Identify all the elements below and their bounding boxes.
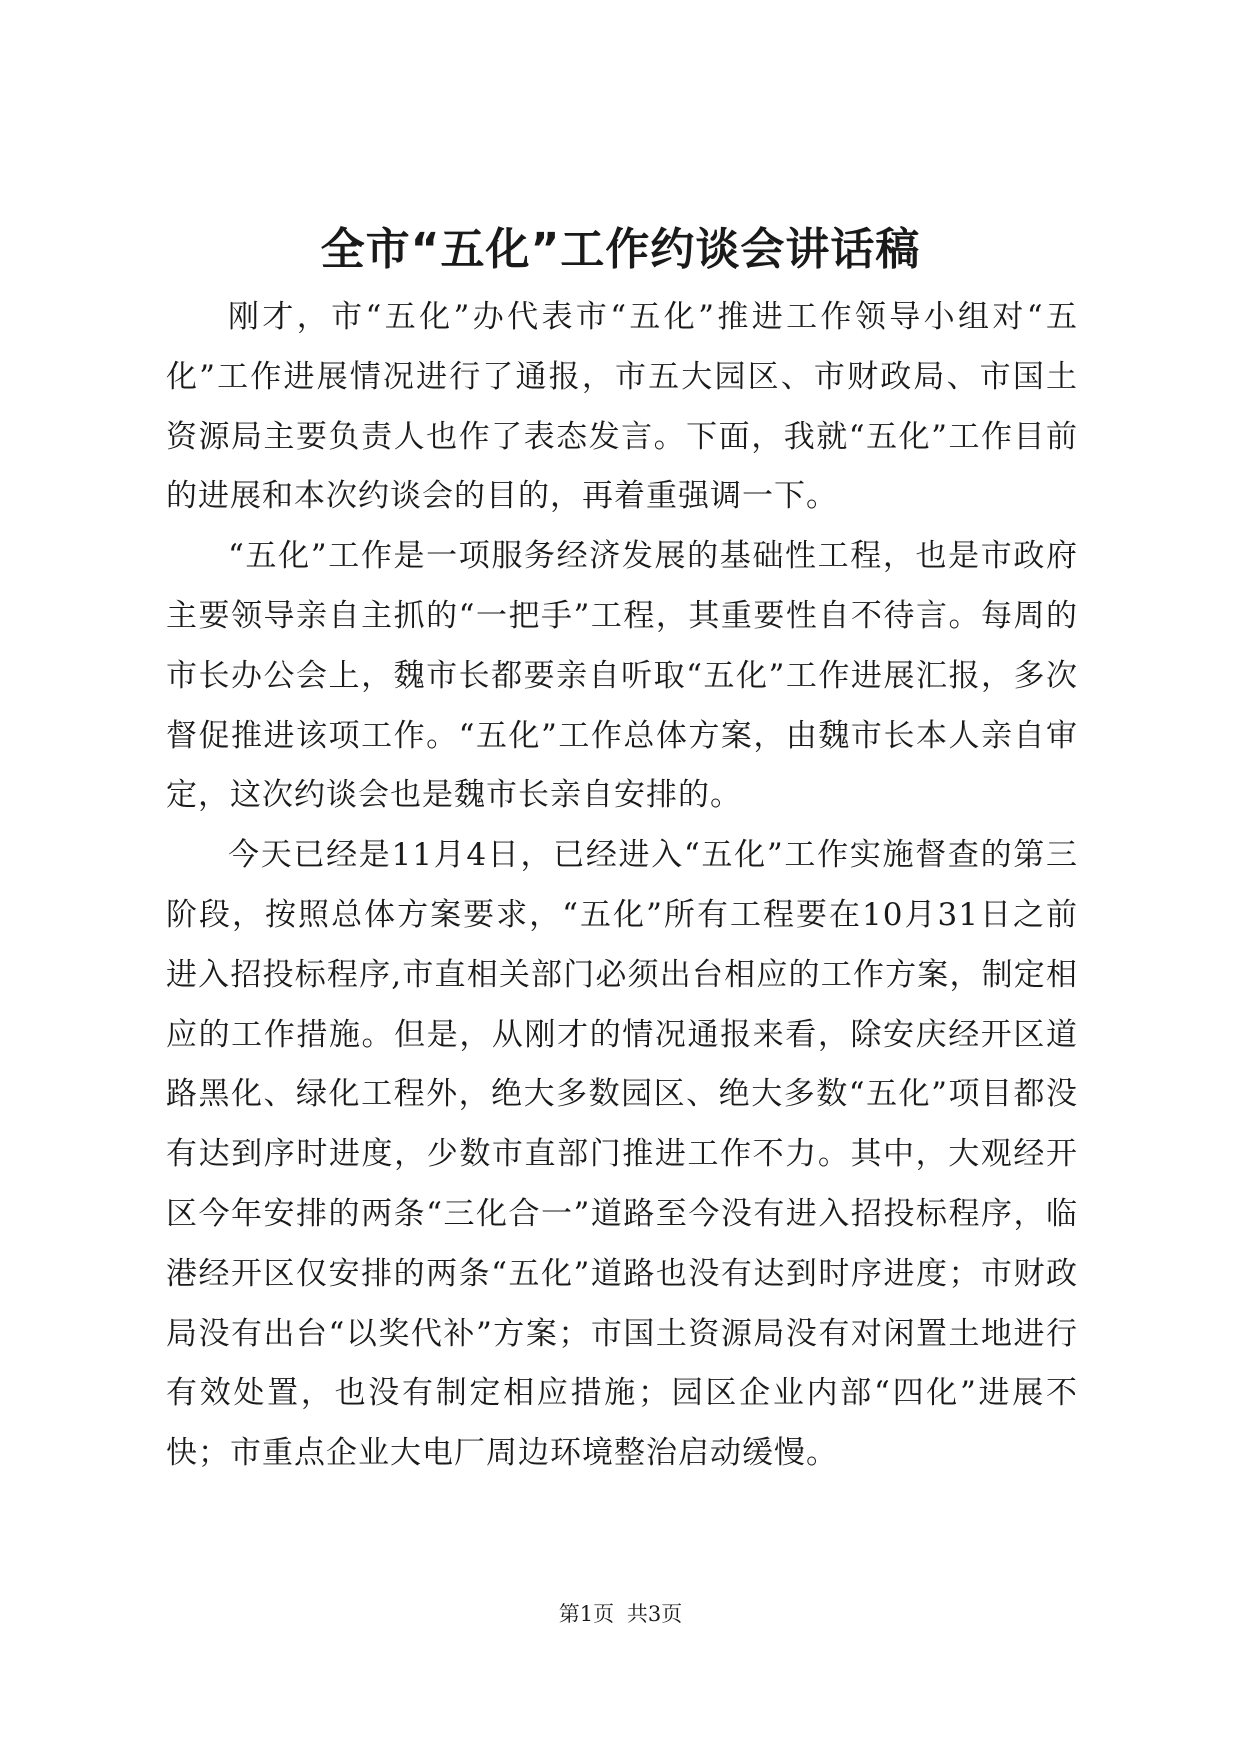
document-title: 全市“五化”工作约谈会讲话稿 [320, 224, 921, 275]
page-footer [0, 1600, 1241, 1628]
paragraph-2: “五化”工作是一项服务经济发展的基础性工程，也是市政府主要领导亲自主抓的“一把手”工程，其重要性自不待言。每周的市长办公会上，魏市长都要亲自听取“五化”工作进展汇报，多次督促推进该项工作。“五化”工作总体方案，由魏市长本人亲自审定，这次约谈会也是魏市长亲自安排的。 [166, 538, 1078, 814]
page-number: 第1页 [558, 1602, 615, 1626]
page-total: 共3页 [626, 1602, 683, 1626]
paragraph-1: 刚才，市“五化”办代表市“五化”推进工作领导小组对“五化”工作进展情况进行了通报，市五大园区、市财政局、市国土资源局主要负责人也作了表态发言。下面，我就“五化”工作目前的进展和本次约谈会的目的，再着重强调一下。 [166, 299, 1078, 515]
paragraph-3: 今天已经是11月4日，已经进入“五化”工作实施督查的第三阶段，按照总体方案要求，“五化”所有工程要在10月31日之前进入招投标程序,市直相关部门必须出台相应的工作方案，制定相应的工作措施。但是，从刚才的情况通报来看，除安庆经开区道路黑化、绿化工程外，绝大多数园区、绝大多数“五化”项目都没有达到序时进度，少数市直部门推进工作不力。其中，大观经开区今年安排的两条“三化合一”道路至今没有进入招投标程序，临港经开区仅安排的两条“五化”道路也没有达到时序进度；市财政局没有出台“以奖代补”方案；市国土资源局没有对闲置土地进行有效处置，也没有制定相应措施；园区企业内部“四化”进展不快；市重点企业大电厂周边环境整治启动缓慢。 [166, 837, 1078, 1472]
document-body [166, 288, 1078, 1484]
